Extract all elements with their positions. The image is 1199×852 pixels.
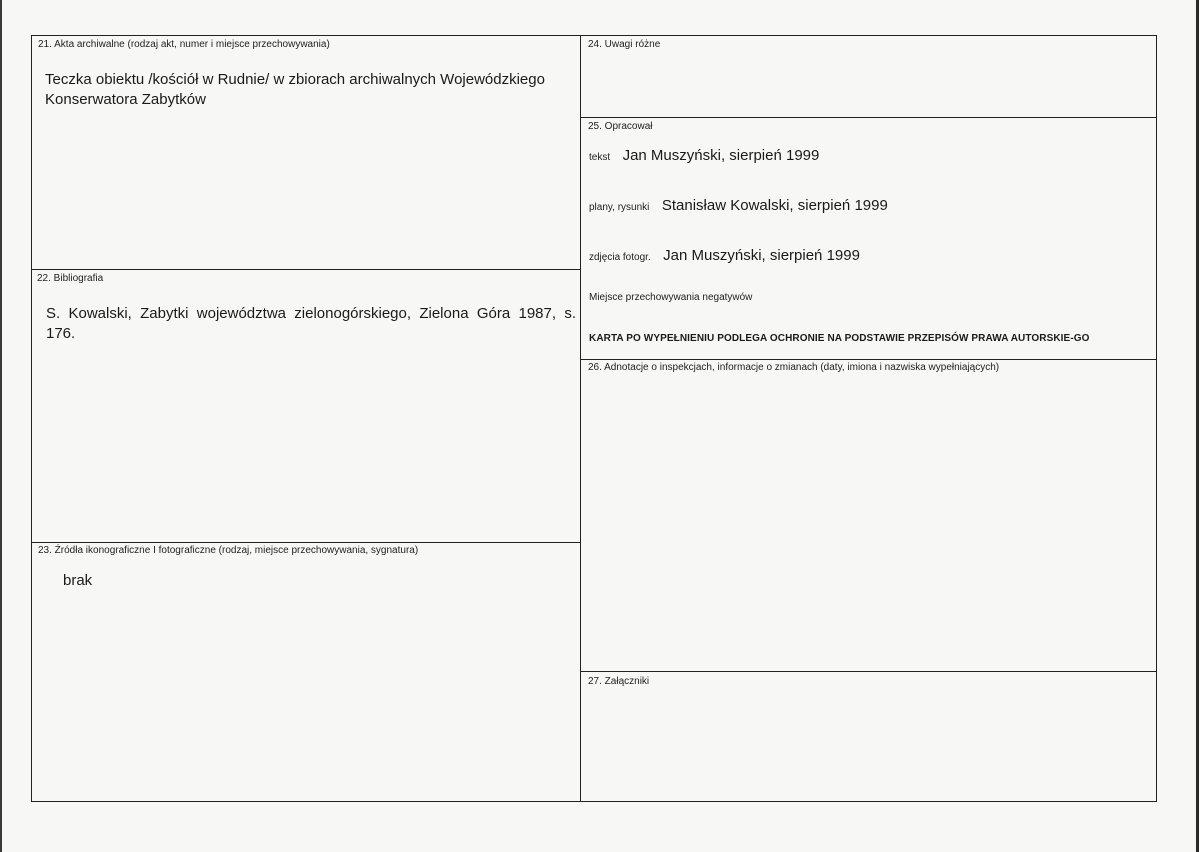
author-photos-row: [589, 246, 860, 266]
divider-21-22: [32, 269, 580, 270]
divider-26-27: [581, 671, 1156, 672]
author-text-row: [589, 146, 819, 166]
section-27-label: 27. Załączniki: [588, 676, 650, 687]
divider-22-23: [32, 542, 580, 543]
divider-25-26: [581, 359, 1156, 360]
author-photos-label: zdjęcia fotogr.: [589, 252, 651, 263]
section-21-label: 21. Akta archiwalne (rodzaj akt, numer i miejsce przechowywania): [38, 39, 330, 50]
section-26-label: 26. Adnotacje o inspekcjach, informacje o zmianach (daty, imiona i nazwiska wypełniających): [588, 362, 1000, 373]
section-22-label: 22. Bibliografia: [37, 273, 104, 284]
copyright-notice: KARTA PO WYPEŁNIENIU PODLEGA OCHRONIE NA PODSTAWIE PRZEPISÓW PRAWA AUTORSKIE-GO: [589, 333, 1090, 344]
section-24-label: 24. Uwagi różne: [588, 39, 661, 50]
section-25-label: 25. Opracował: [588, 121, 653, 132]
divider-24-25: [581, 117, 1156, 118]
author-drawings-value: Stanisław Kowalski, sierpień 1999: [661, 197, 888, 214]
negatives-location-label: Miejsce przechowywania negatywów: [589, 292, 753, 303]
archive-form: [31, 35, 1157, 802]
section-22-content: S. Kowalski, Zabytki województwa zielonogórskiego, Zielona Góra 1987, s. 176.: [46, 305, 576, 342]
author-drawings-row: [589, 196, 888, 216]
author-photos-value: Jan Muszyński, sierpień 1999: [663, 247, 860, 264]
author-text-value: Jan Muszyński, sierpień 1999: [622, 147, 820, 164]
page-edge-left: [0, 0, 2, 852]
section-23-label: 23. Źródła ikonograficzne I fotograficzne (rodzaj, miejsce przechowywania, sygnatura): [38, 545, 419, 556]
author-text-label: tekst: [589, 152, 611, 163]
section-23-content: brak: [63, 572, 93, 589]
author-drawings-label: plany, rysunki: [589, 202, 650, 213]
column-divider: [580, 36, 581, 801]
section-21-content: Teczka obiektu /kościół w Rudnie/ w zbiorach archiwalnych Wojewódzkiego Konserwatora Zabytków: [45, 71, 545, 108]
